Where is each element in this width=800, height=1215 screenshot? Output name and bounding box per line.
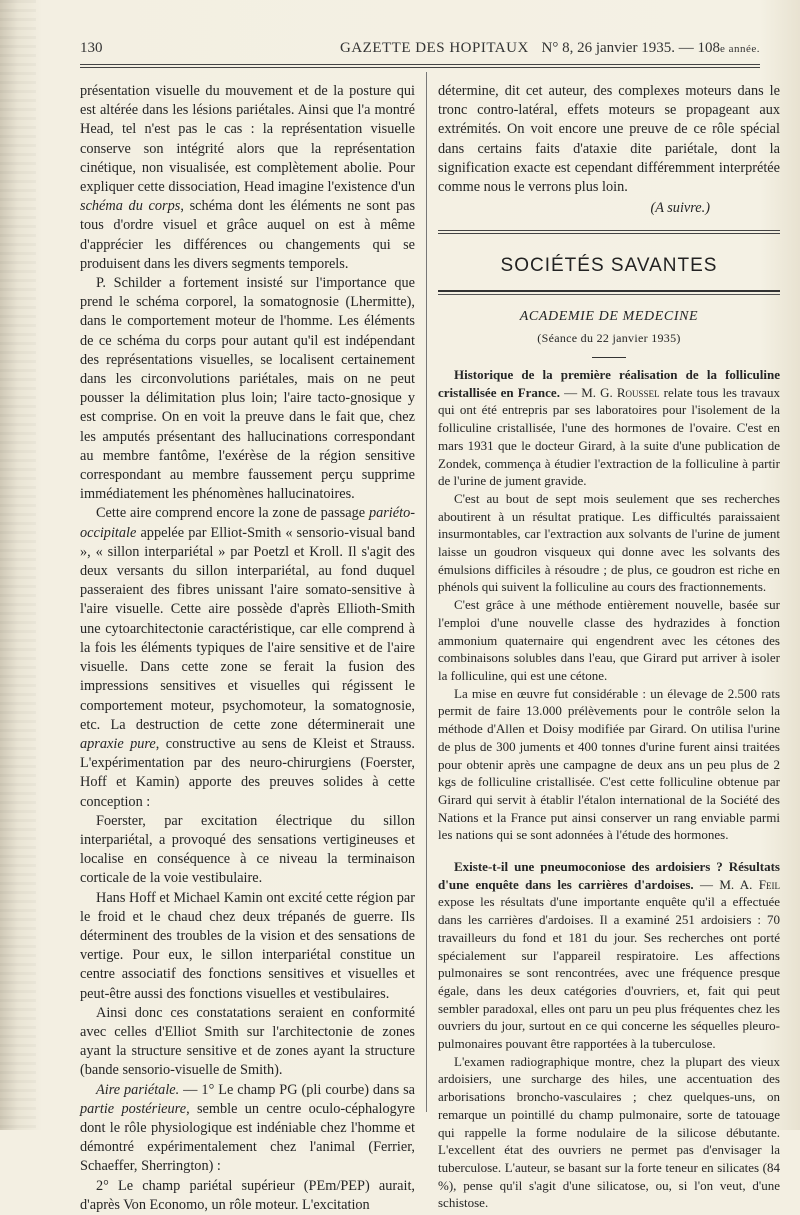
page-header: [70, 36, 760, 62]
report-title: Existe-t-il une pneumoconiose des ardoisiers ? Résultats d'une enquête dans les carrières d'ardoises.: [438, 859, 780, 892]
spacer: [438, 844, 780, 858]
author-name: Roussel: [616, 384, 660, 400]
page-binding-edge: [0, 0, 36, 1130]
paragraph: 2° Le champ pariétal supérieur (PEm/PEP) aurait, d'après Von Economo, un rôle moteur. L'excitation: [80, 1177, 415, 1213]
right-column: [438, 82, 780, 1212]
text: — M. A.: [693, 876, 759, 892]
text: , schéma dont les éléments ne sont pas tous d'ordre visuel et grâce auquel on est à même d'apprécier les différences ou changements qui se produisent dans les divers segments temporels.: [80, 198, 416, 272]
text: expose les résultats d'une importante enquête qu'il a effectuée dans les carrières d'ardoises. Il a examiné 251 ardoisiers : 70 travailleurs du fond et 181 du jour. Ses recherches ont porté spécialement sur l'appareil respiratoire. Les affections pulmonaires se sont rencontrées, avec une fréquence presque égale, dans les deux catégories d'ouvriers, et, fait qui peut sembler paradoxal, elles ont paru un peu plus fréquentes chez les ouvriers du jour, surtout en ce qui concerne les séquelles pleuro-pulmonaires pouvant être rapportées à la tuberculose.: [438, 894, 780, 1052]
italic-term: apraxie pure: [80, 735, 156, 752]
paragraph: Hans Hoff et Michael Kamin ont excité cette région par le froid et le chaud chez deux trépanés de guerre. Ils déterminent des troubles de la vision et des sensations de vertige. Pour eux, le sillon interpariétal constitue un centre associatif des fonctions sensitives et visuelles et peut-être aussi des fonctions visuelles et vestibulaires.: [80, 889, 415, 1002]
text: appelée par Elliot-Smith « sensorio-visual band », « sillon interpariétal » par Poetzl et Kroll. Il s'agit des deux versants du sillon interpariétal, au fond duquel passeraient des fibres unissant l'aire somato-sensitive à l'aire visuelle. Cette aire possède d'après Ellioth-Smith une cytoarchitectonie caractéristique, car elle comprend à la fois les éléments typiques de l'aire sensitive et de l'aire visuelle. Dans cette zone se ferait la fusion des impressions sensitives et visuelles qui régissent le comportement moteur, psychomoteur, la somatognosie, etc. La destruction de cette zone déterminerait une: [80, 524, 415, 733]
paragraph: C'est au bout de sept mois seulement que ses recherches aboutirent à un résultat pratique. Les difficultés paraissaient insurmontables, car l'extraction aux solvants de l'urine de jument laisse un goudron visqueux qui donne avec les solvants des émulsions difficiles à résoudre ; de plus, ce goudron est riche en phénols qui suivent la folliculine au cours des fractionnements.: [438, 490, 780, 595]
text: , constructive au sens de Kleist et Strauss. L'expérimentation par des neuro-chirurgiens (Foerster, Hoff et Kamin) apporte des preuves solides à cette conception :: [80, 735, 415, 810]
paragraph: [80, 82, 415, 274]
paragraph: détermine, dit cet auteur, des complexes moteurs dans le tronc contro-latéral, effets moteurs se propageant aux extrémités. On voit encore une preuve de ce rôle spécial dans certains faits d'ataxie dite pariétale, dont la signification exacte est cependant différemment interprétée comme nous le verrons plus loin.: [438, 83, 780, 196]
paragraph: La mise en œuvre fut considérable : un élevage de 2.500 rats permit de faire 13.000 prélèvements pour le contrôle selon la méthode d'Allen et Doisy modifiée par Girard. On utilisa l'urine de plus de 300 juments et 400 tonnes d'urine furent ainsi traitées pour obtenir après une campagne de deux ans un peu plus de 2 kgs de folliculine cristallisée. C'est cette folliculine obtenue par Girard qui servit à établir l'étalon international de la Société des Nations et la France put ainsi conserver un rang enviable parmi les nations qui se sont adonnées à l'étude des hormones.: [438, 685, 780, 843]
paragraph: Foerster, par excitation électrique du sillon interpariétal, a provoqué des sensations vertigineuses et localise en conséquence à ce niveau la terminaison corticale de la voie vestibulaire.: [80, 812, 415, 887]
column-divider: [426, 72, 427, 1112]
page-number: 130: [80, 40, 103, 56]
section-double-rule: [438, 230, 780, 234]
paragraph: P. Schilder a fortement insisté sur l'importance que prend le schéma corporel, la somatognosie (Lhermitte), dans le comportement moteur de l'homme. Les éléments de ce schéma du corps pour autant qu'il est indépendant des représentations visuelles, se localisent certainement dans les circonvolutions pariétales, mais on ne peut pousser la délimitation plus loin; l'aire tacto-gnosique y est comprise. On en voit la preuve dans le fait que, chez les amputés présentant des hallucinations correspondant au membre fantôme, l'exérèse de la région sensitive correspondant au membre faussement perçu supprime immédiatement les phénomènes hallucinatoires.: [80, 275, 415, 503]
text: présentation visuelle du mouvement et de la posture qui est altérée dans les lésions pariétales. Ainsi que l'a montré Head, tel n'est pas le cas : la représentation visuelle conserve son intégrité alors que la représentation cinétique, non visualisée, est complètement abolie. Pour expliquer cette dissociation, Head imagine l'existence d'un: [80, 83, 415, 196]
header-rule-second: [80, 67, 760, 68]
academy-title: ACADEMIE DE MEDECINE: [519, 308, 699, 324]
header-rule: [80, 64, 760, 65]
text: , semble un centre oculo-céphalogyre dont le rôle physiologique est indéniable chez l'homme et démontré expérimentalement chez l'animal (Ferrier, Schaeffer, Sherrington) :: [80, 1100, 416, 1175]
italic-term: schéma du corps: [80, 198, 181, 215]
italic-term: partie postérieure: [80, 1100, 187, 1117]
text: Cette aire comprend encore la zone de passage: [96, 505, 369, 522]
issue-line: [541, 40, 760, 57]
paragraph: L'examen radiographique montre, chez la plupart des vieux ardoisiers, une surcharge des hiles, une accentuation des arborisations broncho-vasculaires ; chez quelques-uns, on remarque un pointillé du champ pulmonaire, sorte de tatouage qui rappelle la forme nodulaire de la silicose débutante. L'excellent état des ouvriers ne permet pas d'envisager la tuberculose. L'auteur, se basant sur la forte teneur en silicates (84 %), pense qu'il s'agit d'une silicatose, ou, si l'on veut, d'une schistose.: [438, 1053, 780, 1211]
section-heading: SOCIÉTÉS SAVANTES: [500, 255, 718, 277]
heading-rule: [438, 290, 780, 292]
text: — 1° Le champ PG (pli courbe) dans sa: [179, 1081, 415, 1098]
paragraph: C'est grâce à une méthode entièrement nouvelle, basée sur l'emploi d'une nouvelle classe des hydrazides à fonction ammonium quaternaire qui engendrent avec les cétones des combinaisons solubles dans l'eau, que Girard put arriver à isoler la folliculine, qui est une cétone.: [438, 597, 780, 683]
author-name: Feil: [758, 876, 780, 892]
report-title: Historique de la première réalisation de la folliculine cristallisée en France.: [438, 367, 780, 400]
paragraph: [80, 504, 415, 811]
report-item: [438, 366, 780, 490]
session-date: (Séance du 22 janvier 1935): [537, 330, 681, 345]
academy-report: [438, 366, 780, 1212]
left-column: [80, 82, 415, 1215]
paragraph: Ainsi donc ces constatations seraient en conformité avec celles d'Elliot Smith sur l'architectonie de zones ayant la structure sensitive et de zones ayant la structure (bande sensorio-visuelle de Smith).: [80, 1004, 415, 1079]
section-title: Aire pariétale.: [96, 1081, 180, 1098]
report-item: [438, 858, 780, 1053]
text: relate tous les travaux qui ont été entrepris par ses laboratoires pour l'isolement de la folliculine cristallisée, l'une des hormones de l'ovaire. C'est en mars 1931 que le docteur Girard, à la suite d'une publication de Zondek, commença à étudier l'extraction de la folliculine à partir de l'urine de jument gravide.: [438, 384, 780, 489]
issue-year-label: e année.: [719, 43, 760, 55]
paragraph: [80, 1081, 415, 1177]
heading-rule-thin: [438, 294, 780, 295]
journal-title: GAZETTE DES HOPITAUX: [340, 40, 529, 56]
short-rule: [592, 357, 626, 358]
text: — M. G.: [559, 384, 617, 400]
issue-date: N° 8, 26 janvier 1935. — 108: [541, 40, 720, 56]
italic-term: pariéto-occipitale: [80, 505, 415, 541]
continued-note: (A suivre.): [650, 200, 710, 217]
